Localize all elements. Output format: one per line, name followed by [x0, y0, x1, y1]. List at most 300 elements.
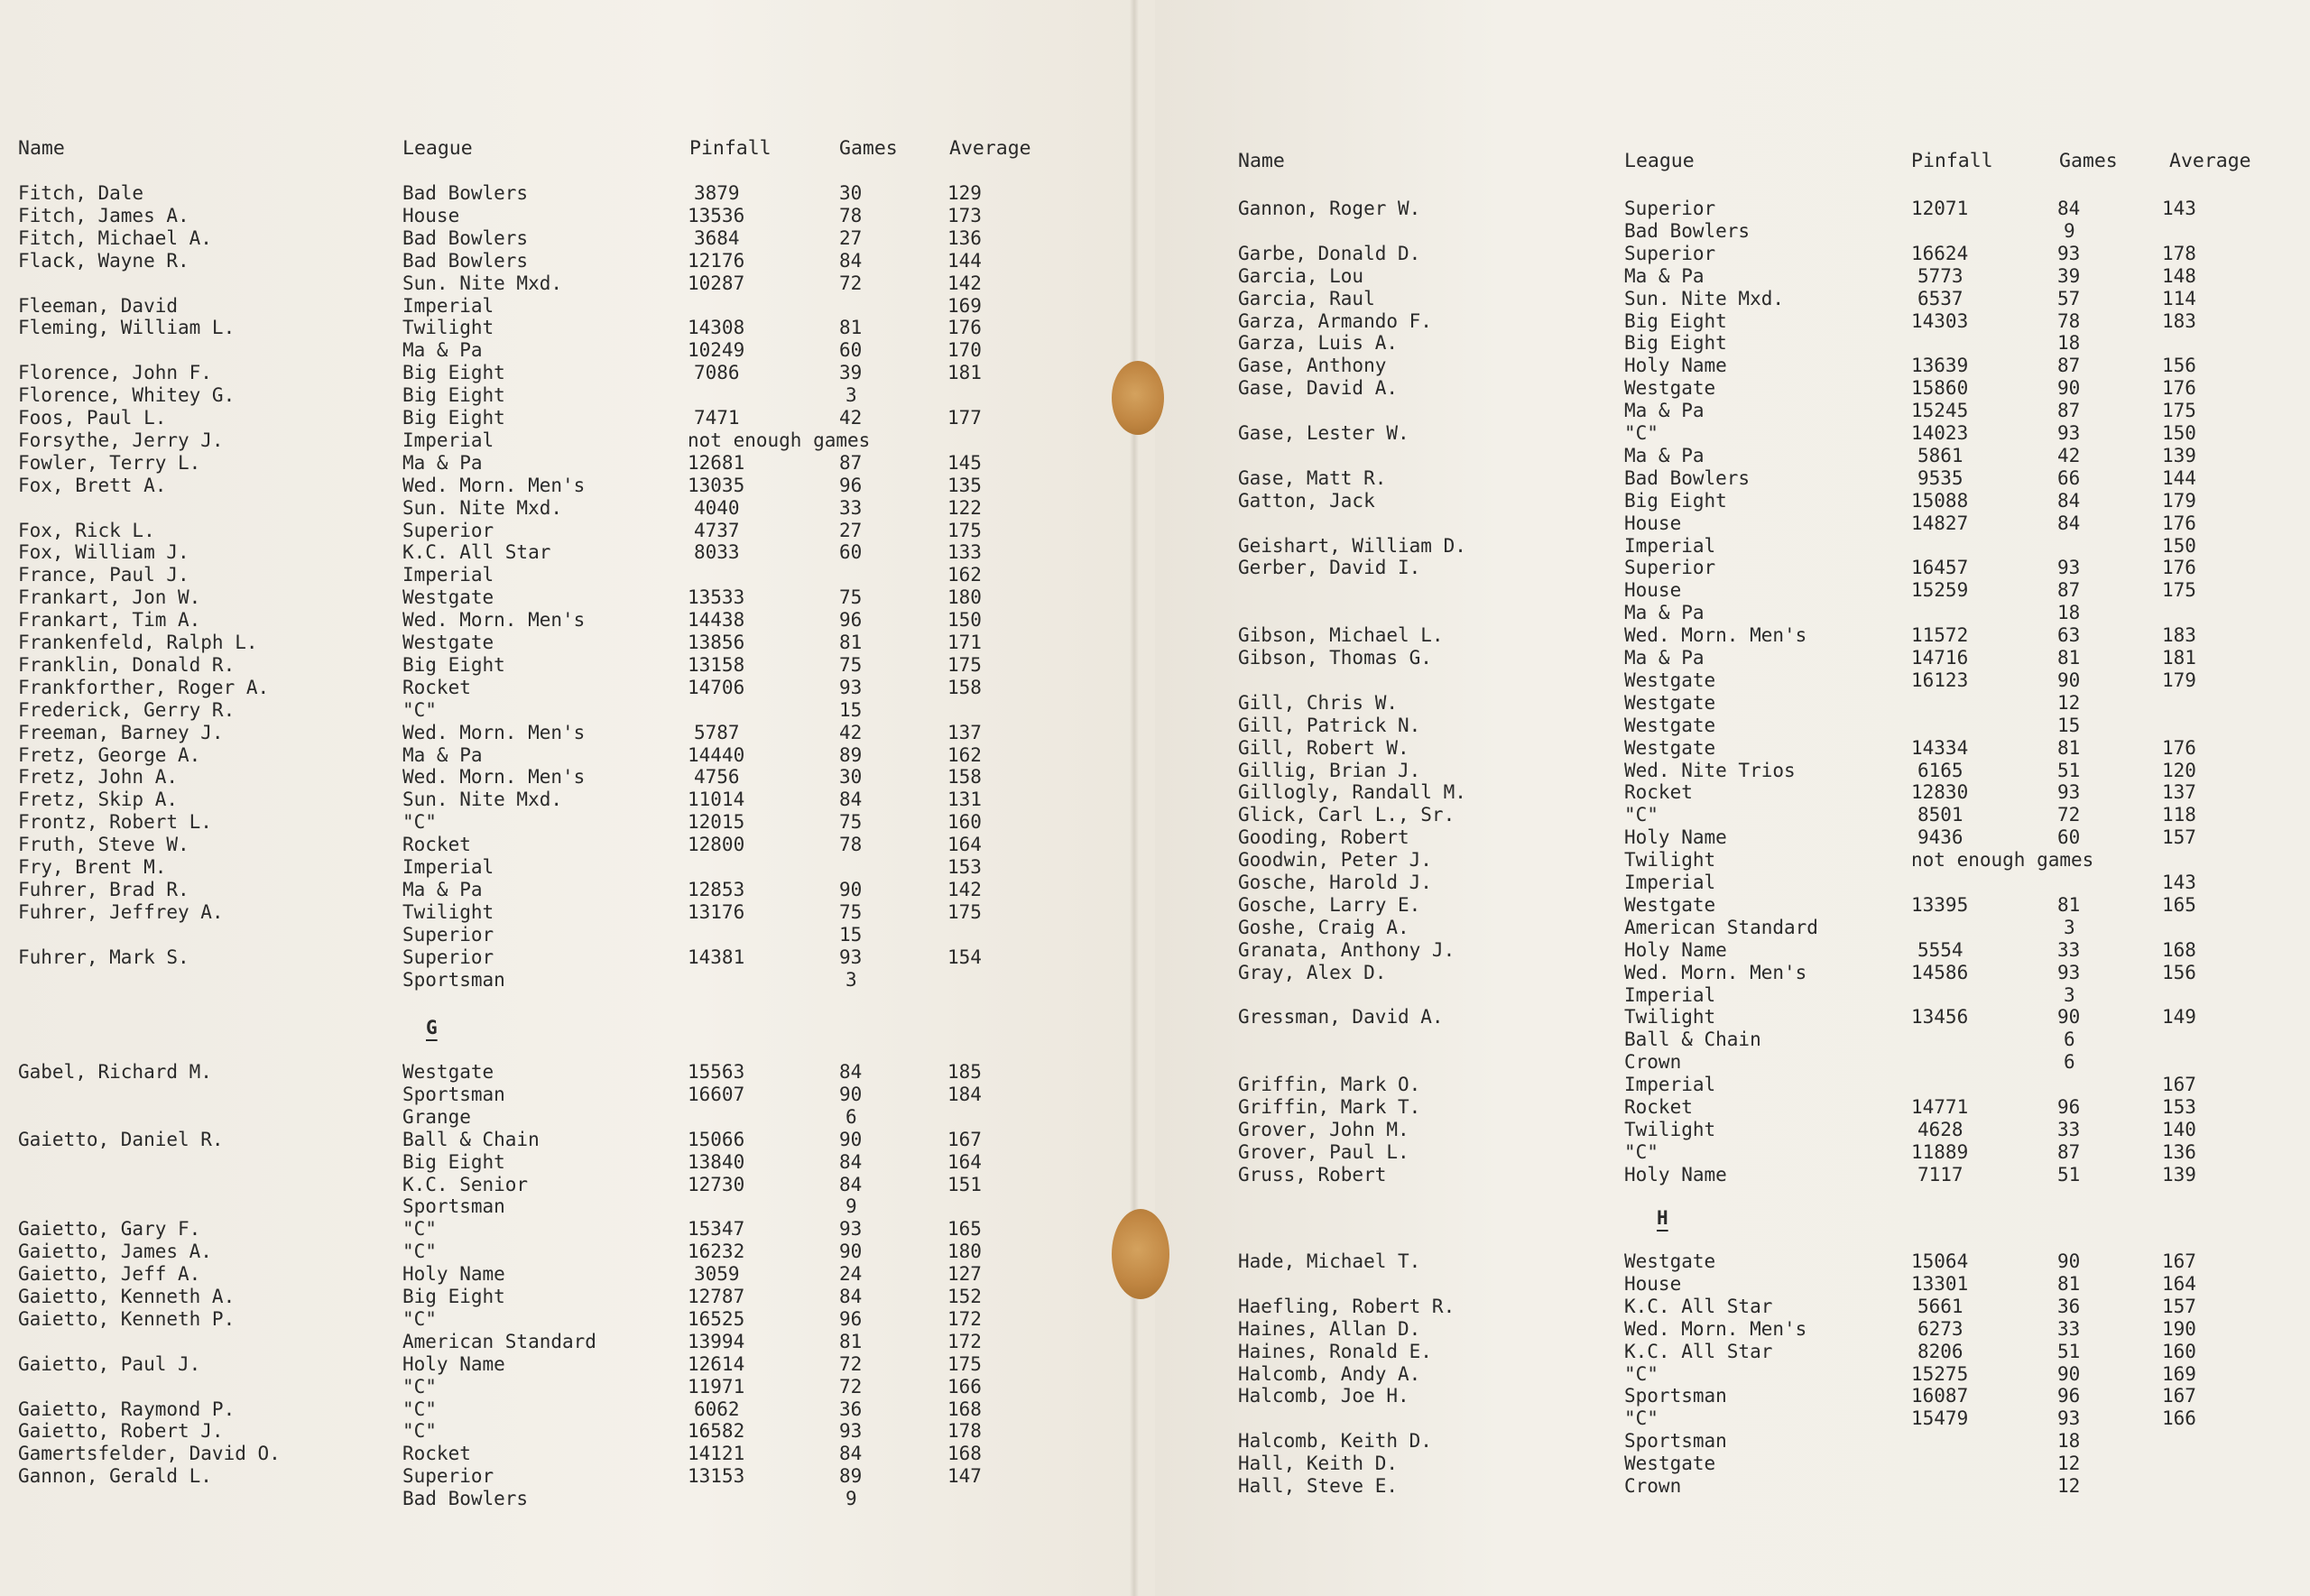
- cell-games: 81: [2057, 736, 2081, 759]
- cell-name: Gaietto, Kenneth P.: [18, 1307, 236, 1330]
- cell-pinfall: 12015: [688, 811, 745, 834]
- cell-games: 60: [839, 541, 863, 564]
- cell-name: Florence, John F.: [18, 362, 212, 384]
- cell-pinfall: 12853: [688, 878, 745, 900]
- cell-name: Gillig, Brian J.: [1238, 759, 1421, 781]
- cell-average: 156: [2162, 355, 2196, 377]
- cell-league: Rocket: [1624, 1096, 1693, 1118]
- column-header-name: Name: [1238, 150, 1285, 172]
- cell-games: 18: [2057, 332, 2081, 355]
- cell-pinfall: 16624: [1911, 242, 1969, 264]
- cell-league: Ma & Pa: [402, 878, 483, 900]
- cell-league: Ma & Pa: [1624, 444, 1705, 466]
- cell-average: 148: [2162, 264, 2196, 287]
- cell-name: Glick, Carl L., Sr.: [1238, 804, 1455, 826]
- cell-league: Holy Name: [402, 1352, 505, 1375]
- cell-league: Ma & Pa: [1624, 264, 1705, 287]
- cell-league: Wed. Morn. Men's: [1624, 1317, 1807, 1340]
- cell-name: Gibson, Michael L.: [1238, 624, 1444, 647]
- cell-name: Gosche, Harold J.: [1238, 872, 1432, 893]
- cell-average: 171: [947, 632, 982, 653]
- cell-average: 131: [947, 789, 982, 811]
- cell-league: Superior: [402, 519, 494, 541]
- cell-average: 175: [2162, 400, 2196, 422]
- cell-league: Ma & Pa: [1624, 602, 1705, 624]
- cell-pinfall: 7117: [1917, 1163, 1964, 1185]
- cell-games: 12: [2057, 1475, 2081, 1497]
- cell-league: Rocket: [402, 1443, 471, 1465]
- cell-average: 147: [947, 1465, 982, 1488]
- cell-pinfall: 16087: [1911, 1385, 1969, 1407]
- cell-games: 89: [839, 1465, 863, 1488]
- cell-average: 176: [2162, 736, 2196, 759]
- cell-average: 176: [2162, 512, 2196, 534]
- cell-league: Rocket: [1624, 781, 1693, 804]
- cell-average: 165: [2162, 893, 2196, 916]
- cell-league: Imperial: [402, 856, 494, 878]
- cell-average: 139: [2162, 444, 2196, 466]
- cell-average: 167: [2162, 1074, 2196, 1096]
- cell-average: 175: [947, 519, 982, 541]
- cell-name: Franklin, Donald R.: [18, 653, 236, 676]
- cell-name: Granata, Anthony J.: [1238, 938, 1455, 961]
- cell-name: Flack, Wayne R.: [18, 249, 189, 272]
- cell-average: 164: [2162, 1272, 2196, 1295]
- cell-average: 158: [947, 676, 982, 698]
- cell-league: "C": [1624, 422, 1659, 444]
- staple-top: [1112, 361, 1164, 435]
- cell-league: Wed. Morn. Men's: [402, 721, 586, 743]
- cell-league: American Standard: [1624, 916, 1818, 938]
- cell-average: 151: [947, 1173, 982, 1195]
- cell-league: "C": [1624, 804, 1659, 826]
- cell-games: 84: [839, 1443, 863, 1465]
- cell-league: Big Eight: [1624, 489, 1727, 512]
- column-header-games: Games: [2059, 150, 2118, 172]
- page-fold: [1130, 0, 1139, 1596]
- cell-pinfall: 13456: [1911, 1006, 1969, 1029]
- cell-pinfall: 13856: [688, 632, 745, 653]
- cell-games: 81: [2057, 1272, 2081, 1295]
- cell-games: 90: [839, 1083, 863, 1105]
- cell-games: 33: [2057, 1118, 2081, 1140]
- cell-name: Gooding, Robert: [1238, 826, 1409, 849]
- cell-average: 152: [947, 1286, 982, 1307]
- cell-games: 96: [839, 609, 863, 632]
- cell-name: Fruth, Steve W.: [18, 834, 189, 856]
- cell-league: Wed. Morn. Men's: [402, 766, 586, 789]
- cell-name: Fitch, Michael A.: [18, 226, 212, 249]
- cell-league: Wed. Morn. Men's: [402, 609, 586, 632]
- cell-name: Hall, Keith D.: [1238, 1453, 1399, 1475]
- cell-league: "C": [1624, 1407, 1659, 1430]
- cell-pinfall: 14586: [1911, 961, 1969, 983]
- cell-pinfall: 8206: [1917, 1340, 1964, 1362]
- cell-games: 3: [845, 384, 857, 407]
- cell-pinfall: 4040: [694, 496, 740, 519]
- cell-average: 127: [947, 1263, 982, 1286]
- cell-league: Westgate: [1624, 1453, 1716, 1475]
- cell-league: Ma & Pa: [402, 743, 483, 766]
- cell-games: 12: [2057, 691, 2081, 714]
- cell-pinfall: 14827: [1911, 512, 1969, 534]
- cell-league: Sportsman: [402, 968, 505, 991]
- cell-name: Gase, Anthony: [1238, 355, 1387, 377]
- cell-league: Bad Bowlers: [402, 1488, 529, 1510]
- cell-average: 172: [947, 1307, 982, 1330]
- cell-league: Ball & Chain: [402, 1128, 540, 1150]
- cell-average: 190: [2162, 1317, 2196, 1340]
- cell-name: Frontz, Robert L.: [18, 811, 212, 834]
- cell-league: "C": [402, 1420, 437, 1443]
- cell-games: 93: [2057, 242, 2081, 264]
- cell-league: Westgate: [1624, 691, 1716, 714]
- cell-league: Wed. Nite Trios: [1624, 759, 1796, 781]
- cell-league: Holy Name: [1624, 826, 1727, 849]
- cell-league: Wed. Morn. Men's: [402, 474, 586, 496]
- cell-games: 81: [2057, 893, 2081, 916]
- cell-pinfall: 5554: [1917, 938, 1964, 961]
- cell-league: Rocket: [402, 834, 471, 856]
- cell-games: 84: [839, 789, 863, 811]
- cell-games: 78: [2057, 309, 2081, 332]
- cell-pinfall: 5861: [1917, 444, 1964, 466]
- cell-average: 175: [947, 653, 982, 676]
- cell-average: 153: [947, 856, 982, 878]
- cell-average: 175: [2162, 579, 2196, 602]
- cell-games: 72: [839, 272, 863, 294]
- cell-average: 160: [2162, 1340, 2196, 1362]
- cell-name: Frankforther, Roger A.: [18, 676, 270, 698]
- cell-league: "C": [1624, 1362, 1659, 1385]
- cell-average: 176: [947, 317, 982, 339]
- cell-name: Gaietto, James A.: [18, 1241, 212, 1263]
- cell-average: 129: [947, 182, 982, 204]
- cell-games: 39: [839, 362, 863, 384]
- cell-pinfall: 6537: [1917, 287, 1964, 309]
- cell-name: Fretz, John A.: [18, 766, 179, 789]
- cell-average: 144: [947, 249, 982, 272]
- cell-average: 118: [2162, 804, 2196, 826]
- cell-average: 181: [2162, 647, 2196, 669]
- cell-pinfall: 10249: [688, 339, 745, 362]
- cell-games: 24: [839, 1263, 863, 1286]
- cell-average: 173: [947, 204, 982, 226]
- cell-league: Rocket: [402, 676, 471, 698]
- cell-name: Gase, Lester W.: [1238, 422, 1409, 444]
- cell-league: House: [1624, 512, 1682, 534]
- cell-name: Gannon, Gerald L.: [18, 1465, 212, 1488]
- cell-average: 139: [2162, 1163, 2196, 1185]
- cell-average: 179: [2162, 669, 2196, 691]
- cell-games: 51: [2057, 1163, 2081, 1185]
- cell-games: 93: [839, 1218, 863, 1241]
- cell-games: 93: [2057, 557, 2081, 579]
- cell-pinfall: 7086: [694, 362, 740, 384]
- cell-average: 177: [947, 407, 982, 429]
- cell-name: Hall, Steve E.: [1238, 1475, 1399, 1497]
- cell-pinfall: 16123: [1911, 669, 1969, 691]
- cell-league: Twilight: [1624, 1118, 1716, 1140]
- cell-pinfall: 4756: [694, 766, 740, 789]
- cell-average: 136: [2162, 1140, 2196, 1163]
- cell-games: 81: [839, 317, 863, 339]
- cell-name: Geishart, William D.: [1238, 534, 1466, 557]
- cell-average: 180: [947, 586, 982, 609]
- cell-name: Garza, Luis A.: [1238, 332, 1399, 355]
- cell-games: 33: [2057, 938, 2081, 961]
- cell-pinfall: 12176: [688, 249, 745, 272]
- cell-games: 81: [839, 632, 863, 653]
- cell-league: Ma & Pa: [402, 339, 483, 362]
- cell-average: 160: [947, 811, 982, 834]
- cell-league: Ma & Pa: [1624, 400, 1705, 422]
- cell-games: 3: [2064, 916, 2075, 938]
- cell-games: 84: [2057, 512, 2081, 534]
- cell-name: Goshe, Craig A.: [1238, 916, 1409, 938]
- cell-games: 9: [845, 1195, 857, 1218]
- cell-league: Bad Bowlers: [402, 182, 529, 204]
- cell-name: Garbe, Donald D.: [1238, 242, 1421, 264]
- cell-name: Gray, Alex D.: [1238, 961, 1387, 983]
- cell-league: Wed. Morn. Men's: [1624, 961, 1807, 983]
- cell-pinfall: 13533: [688, 586, 745, 609]
- cell-games: 84: [839, 1150, 863, 1173]
- cell-games: 75: [839, 811, 863, 834]
- cell-pinfall: 6273: [1917, 1317, 1964, 1340]
- cell-average: 170: [947, 339, 982, 362]
- cell-league: "C": [402, 1375, 437, 1398]
- cell-pinfall: 15066: [688, 1128, 745, 1150]
- cell-league: "C": [402, 698, 437, 721]
- cell-name: Frankenfeld, Ralph L.: [18, 632, 258, 653]
- cell-league: Superior: [402, 946, 494, 968]
- cell-average: 167: [2162, 1385, 2196, 1407]
- cell-league: Big Eight: [1624, 309, 1727, 332]
- cell-games: 6: [845, 1105, 857, 1128]
- cell-league: Big Eight: [402, 407, 505, 429]
- cell-pinfall: not enough games: [1911, 849, 2094, 872]
- cell-league: Grange: [402, 1105, 471, 1128]
- cell-average: 178: [947, 1420, 982, 1443]
- cell-league: Imperial: [1624, 983, 1716, 1006]
- cell-pinfall: 14303: [1911, 309, 1969, 332]
- cell-games: 96: [839, 474, 863, 496]
- cell-pinfall: 12614: [688, 1352, 745, 1375]
- cell-games: 90: [2057, 1006, 2081, 1029]
- cell-games: 89: [839, 743, 863, 766]
- cell-games: 72: [839, 1352, 863, 1375]
- cell-average: 133: [947, 541, 982, 564]
- cell-games: 84: [839, 1286, 863, 1307]
- cell-name: Gamertsfelder, David O.: [18, 1443, 281, 1465]
- cell-pinfall: 14023: [1911, 422, 1969, 444]
- cell-league: K.C. All Star: [1624, 1340, 1773, 1362]
- cell-games: 51: [2057, 759, 2081, 781]
- cell-pinfall: 14334: [1911, 736, 1969, 759]
- cell-pinfall: 4628: [1917, 1118, 1964, 1140]
- cell-average: 158: [947, 766, 982, 789]
- cell-pinfall: 11572: [1911, 624, 1969, 647]
- cell-pinfall: 16457: [1911, 557, 1969, 579]
- cell-games: 93: [2057, 1407, 2081, 1430]
- cell-pinfall: 15245: [1911, 400, 1969, 422]
- cell-name: Fox, William J.: [18, 541, 189, 564]
- cell-name: Grover, Paul L.: [1238, 1140, 1409, 1163]
- cell-league: Holy Name: [1624, 355, 1727, 377]
- section-letter-g: G: [426, 1017, 438, 1038]
- cell-league: Bad Bowlers: [1624, 219, 1751, 242]
- cell-league: Sportsman: [402, 1195, 505, 1218]
- cell-pinfall: 13639: [1911, 355, 1969, 377]
- cell-name: Gill, Patrick N.: [1238, 714, 1421, 736]
- cell-pinfall: 15259: [1911, 579, 1969, 602]
- section-letter-h: H: [1657, 1207, 1668, 1229]
- cell-pinfall: 14440: [688, 743, 745, 766]
- cell-games: 36: [2057, 1295, 2081, 1317]
- cell-league: Westgate: [1624, 893, 1716, 916]
- cell-pinfall: 8033: [694, 541, 740, 564]
- cell-average: 167: [2162, 1250, 2196, 1272]
- cell-games: 75: [839, 653, 863, 676]
- cell-name: Gaietto, Paul J.: [18, 1352, 201, 1375]
- cell-games: 15: [839, 698, 863, 721]
- cell-games: 30: [839, 182, 863, 204]
- cell-average: 168: [2162, 938, 2196, 961]
- cell-league: Sun. Nite Mxd.: [402, 789, 563, 811]
- cell-average: 114: [2162, 287, 2196, 309]
- cell-pinfall: 12800: [688, 834, 745, 856]
- cell-name: Fretz, Skip A.: [18, 789, 179, 811]
- cell-average: 150: [2162, 422, 2196, 444]
- cell-average: 140: [2162, 1118, 2196, 1140]
- cell-league: Superior: [1624, 198, 1716, 219]
- cell-average: 175: [947, 900, 982, 923]
- cell-average: 184: [947, 1083, 982, 1105]
- cell-league: Westgate: [1624, 1250, 1716, 1272]
- cell-name: Gaietto, Daniel R.: [18, 1128, 224, 1150]
- cell-games: 66: [2057, 466, 2081, 489]
- column-header-league: League: [1624, 150, 1695, 172]
- cell-games: 84: [2057, 198, 2081, 219]
- cell-league: Imperial: [1624, 872, 1716, 893]
- cell-games: 87: [2057, 355, 2081, 377]
- cell-games: 90: [2057, 1362, 2081, 1385]
- cell-name: Frederick, Gerry R.: [18, 698, 236, 721]
- cell-average: 150: [2162, 534, 2196, 557]
- cell-pinfall: 9436: [1917, 826, 1964, 849]
- cell-games: 72: [2057, 804, 2081, 826]
- cell-pinfall: 13301: [1911, 1272, 1969, 1295]
- cell-name: Gase, Matt R.: [1238, 466, 1387, 489]
- cell-league: Imperial: [402, 429, 494, 451]
- cell-league: Superior: [1624, 242, 1716, 264]
- cell-name: Freeman, Barney J.: [18, 721, 224, 743]
- column-header-pinfall: Pinfall: [1911, 150, 1993, 172]
- cell-games: 51: [2057, 1340, 2081, 1362]
- cell-average: 137: [947, 721, 982, 743]
- cell-league: Imperial: [1624, 1074, 1716, 1096]
- cell-league: K.C. Senior: [402, 1173, 529, 1195]
- cell-name: Haines, Ronald E.: [1238, 1340, 1432, 1362]
- cell-games: 90: [2057, 377, 2081, 400]
- cell-average: 180: [947, 1241, 982, 1263]
- column-header-average: Average: [949, 137, 1031, 160]
- cell-league: American Standard: [402, 1330, 596, 1352]
- cell-average: 150: [947, 609, 982, 632]
- cell-pinfall: 13536: [688, 204, 745, 226]
- cell-name: Halcomb, Andy A.: [1238, 1362, 1421, 1385]
- cell-average: 181: [947, 362, 982, 384]
- cell-name: Haefling, Robert R.: [1238, 1295, 1455, 1317]
- cell-average: 167: [947, 1128, 982, 1150]
- cell-average: 157: [2162, 826, 2196, 849]
- cell-pinfall: 16582: [688, 1420, 745, 1443]
- cell-games: 15: [2057, 714, 2081, 736]
- cell-average: 135: [947, 474, 982, 496]
- cell-league: Superior: [402, 923, 494, 946]
- cell-league: "C": [402, 1218, 437, 1241]
- cell-average: 176: [2162, 557, 2196, 579]
- cell-games: 27: [839, 519, 863, 541]
- cell-name: Gabel, Richard M.: [18, 1061, 212, 1083]
- cell-league: Imperial: [402, 294, 494, 317]
- cell-league: Holy Name: [1624, 938, 1727, 961]
- cell-games: 78: [839, 204, 863, 226]
- cell-average: 156: [2162, 961, 2196, 983]
- cell-average: 157: [2162, 1295, 2196, 1317]
- cell-name: Frankart, Jon W.: [18, 586, 201, 609]
- cell-average: 142: [947, 272, 982, 294]
- cell-name: Fuhrer, Brad R.: [18, 878, 189, 900]
- cell-average: 183: [2162, 624, 2196, 647]
- cell-average: 165: [947, 1218, 982, 1241]
- cell-name: Grover, John M.: [1238, 1118, 1409, 1140]
- cell-average: 145: [947, 451, 982, 474]
- cell-name: Gannon, Roger W.: [1238, 198, 1421, 219]
- cell-name: Griffin, Mark T.: [1238, 1096, 1421, 1118]
- cell-games: 90: [2057, 669, 2081, 691]
- cell-games: 96: [2057, 1385, 2081, 1407]
- cell-name: Garcia, Raul: [1238, 287, 1375, 309]
- cell-average: 175: [947, 1352, 982, 1375]
- cell-pinfall: 5661: [1917, 1295, 1964, 1317]
- cell-name: Gillogly, Randall M.: [1238, 781, 1466, 804]
- cell-name: Gaietto, Raymond P.: [18, 1398, 236, 1420]
- cell-league: Sportsman: [402, 1083, 505, 1105]
- cell-name: Hade, Michael T.: [1238, 1250, 1421, 1272]
- cell-games: 78: [839, 834, 863, 856]
- cell-pinfall: 10287: [688, 272, 745, 294]
- cell-pinfall: 12681: [688, 451, 745, 474]
- cell-games: 6: [2064, 1051, 2075, 1074]
- cell-name: Gerber, David I.: [1238, 557, 1421, 579]
- cell-name: Fleming, William L.: [18, 317, 236, 339]
- cell-games: 93: [2057, 961, 2081, 983]
- cell-name: Gill, Chris W.: [1238, 691, 1399, 714]
- cell-games: 3: [2064, 983, 2075, 1006]
- cell-pinfall: 11971: [688, 1375, 745, 1398]
- cell-average: 179: [2162, 489, 2196, 512]
- cell-league: Superior: [402, 1465, 494, 1488]
- cell-pinfall: 16232: [688, 1241, 745, 1263]
- cell-average: 178: [2162, 242, 2196, 264]
- cell-games: 42: [839, 721, 863, 743]
- cell-league: K.C. All Star: [1624, 1295, 1773, 1317]
- cell-name: Gaietto, Kenneth A.: [18, 1286, 236, 1307]
- cell-name: Fox, Brett A.: [18, 474, 167, 496]
- cell-games: 90: [839, 1241, 863, 1263]
